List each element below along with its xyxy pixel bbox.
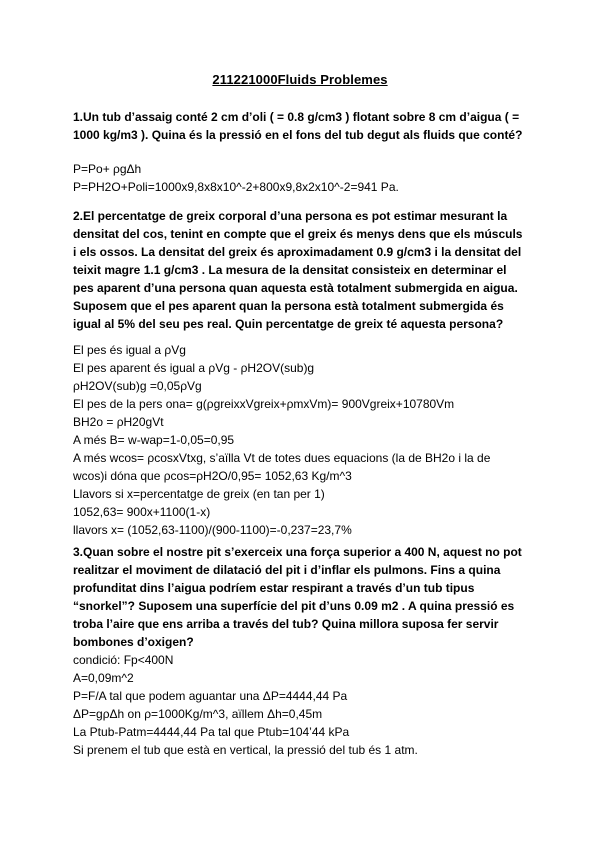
problem-2-statement-line: igual al 5% del seu pes real. Quin percentatge de greix té aquesta persona? (73, 317, 504, 331)
problem-2-statement-line: Suposem que el pes aparent quan la persona està totalment submergida és (73, 299, 504, 313)
problem-2-statement-line: i els ossos. La densitat del greix és aproximadament 0.9 g/cm3 i la densitat del (73, 245, 522, 259)
problem-3-solution-line: P=F/A tal que podem aguantar una ΔP=4444,44 Pa (73, 689, 348, 703)
problem-2-statement-line: densitat del cos, tenint en compte que el greix és menys dens que els músculs (73, 227, 523, 241)
problem-3-note (73, 741, 543, 759)
problem-3-solution-line: condició: Fp<400N (73, 653, 174, 667)
problem-3-statement-line: bombones d’oxigen? (73, 635, 194, 649)
problem-3-note-line: Si prenem el tub que està en vertical, la pressió del tub és 1 atm. (73, 743, 418, 757)
problem-3-statement-line: profunditat dins l’aigua podríem estar respirant a través d’un tub tipus (73, 581, 475, 595)
problem-2-solution-line: Llavors si x=percentatge de greix (en tan per 1) (73, 487, 325, 501)
problem-1-statement-line: 1000 kg/m3 ). Quina és la pressió en el fons del tub degut als fluids que conté? (73, 128, 523, 142)
problem-2-solution-line: A més wcos= ρcosxVtxg, s’aïlla Vt de totes dues equacions (la de BH2o i la de (73, 451, 491, 465)
problem-1-statement (73, 108, 543, 144)
page-title: 211221000Fluids Problemes (212, 72, 388, 87)
problem-2-statement-line: 2.El percentatge de greix corporal d’una persona es pot estimar mesurant la (73, 209, 508, 223)
problem-2-solution-line: wcos)i dóna que ρcos=ρH2O/0,95= 1052,63 Kg/m^3 (73, 469, 352, 483)
problem-2-solution-line: A més B= w-wap=1-0,05=0,95 (73, 433, 235, 447)
problem-2-solution-line: ρH2OV(sub)g =0,05ρVg (73, 379, 202, 393)
problem-3-statement-line: realitzar el moviment de dilatació del pit i d’inflar els pulmons. Fins a quina (73, 563, 501, 577)
problem-2-statement (73, 207, 543, 333)
problem-3-statement-line: “snorkel”? Suposem una superfície del pit d’uns 0.09 m2 . A quina pressió es (73, 599, 515, 613)
problem-3-solution-line: La Ptub-Patm=4444,44 Pa tal que Ptub=104’44 kPa (73, 725, 350, 739)
problem-1-solution-line: P=PH2O+Poli=1000x9,8x8x10^-2+800x9,8x2x10^-2=941 Pa. (73, 180, 399, 194)
problem-2-solution-line: El pes aparent és igual a ρVg - ρH2OV(sub)g (73, 361, 315, 375)
problem-2-solution-line: El pes de la pers ona= g(ρgreixxVgreix+ρmxVm)= 900Vgreix+10780Vm (73, 397, 455, 411)
problem-2-solution (73, 341, 543, 539)
problem-3-solution-line: ΔP=gρΔh on ρ=1000Kg/m^3, aïllem Δh=0,45m (73, 707, 323, 721)
problem-2-solution-line: llavors x= (1052,63-1100)/(900-1100)=-0,237=23,7% (73, 523, 352, 537)
problem-3-statement-line: troba l’aire que ens arriba a través del tub? Quina millora suposa fer servir (73, 617, 499, 631)
problem-1-solution (73, 160, 543, 196)
problem-1-statement-line: 1.Un tub d’assaig conté 2 cm d’oli ( = 0.8 g/cm3 ) flotant sobre 8 cm d’aigua ( = (73, 110, 520, 124)
problem-1-solution-line: P=Po+ ρgΔh (73, 162, 142, 176)
problem-3-statement (73, 543, 543, 651)
problem-2-statement-line: pes aparent d’una persona quan aquesta està totalment submergida en aigua. (73, 281, 518, 295)
problem-3-solution (73, 651, 543, 741)
problem-2-statement-line: teixit magre 1.1 g/cm3 . La mesura de la densitat consisteix en determinar el (73, 263, 507, 277)
problem-2-solution-line: 1052,63= 900x+1100(1-x) (73, 505, 211, 519)
problem-2-solution-line: BH2o = ρH20gVt (73, 415, 164, 429)
problem-3-solution-line: A=0,09m^2 (73, 671, 134, 685)
problem-2-solution-line: El pes és igual a ρVg (73, 343, 186, 357)
problem-3-statement-line: 3.Quan sobre el nostre pit s’exerceix una força superior a 400 N, aquest no pot (73, 545, 522, 559)
